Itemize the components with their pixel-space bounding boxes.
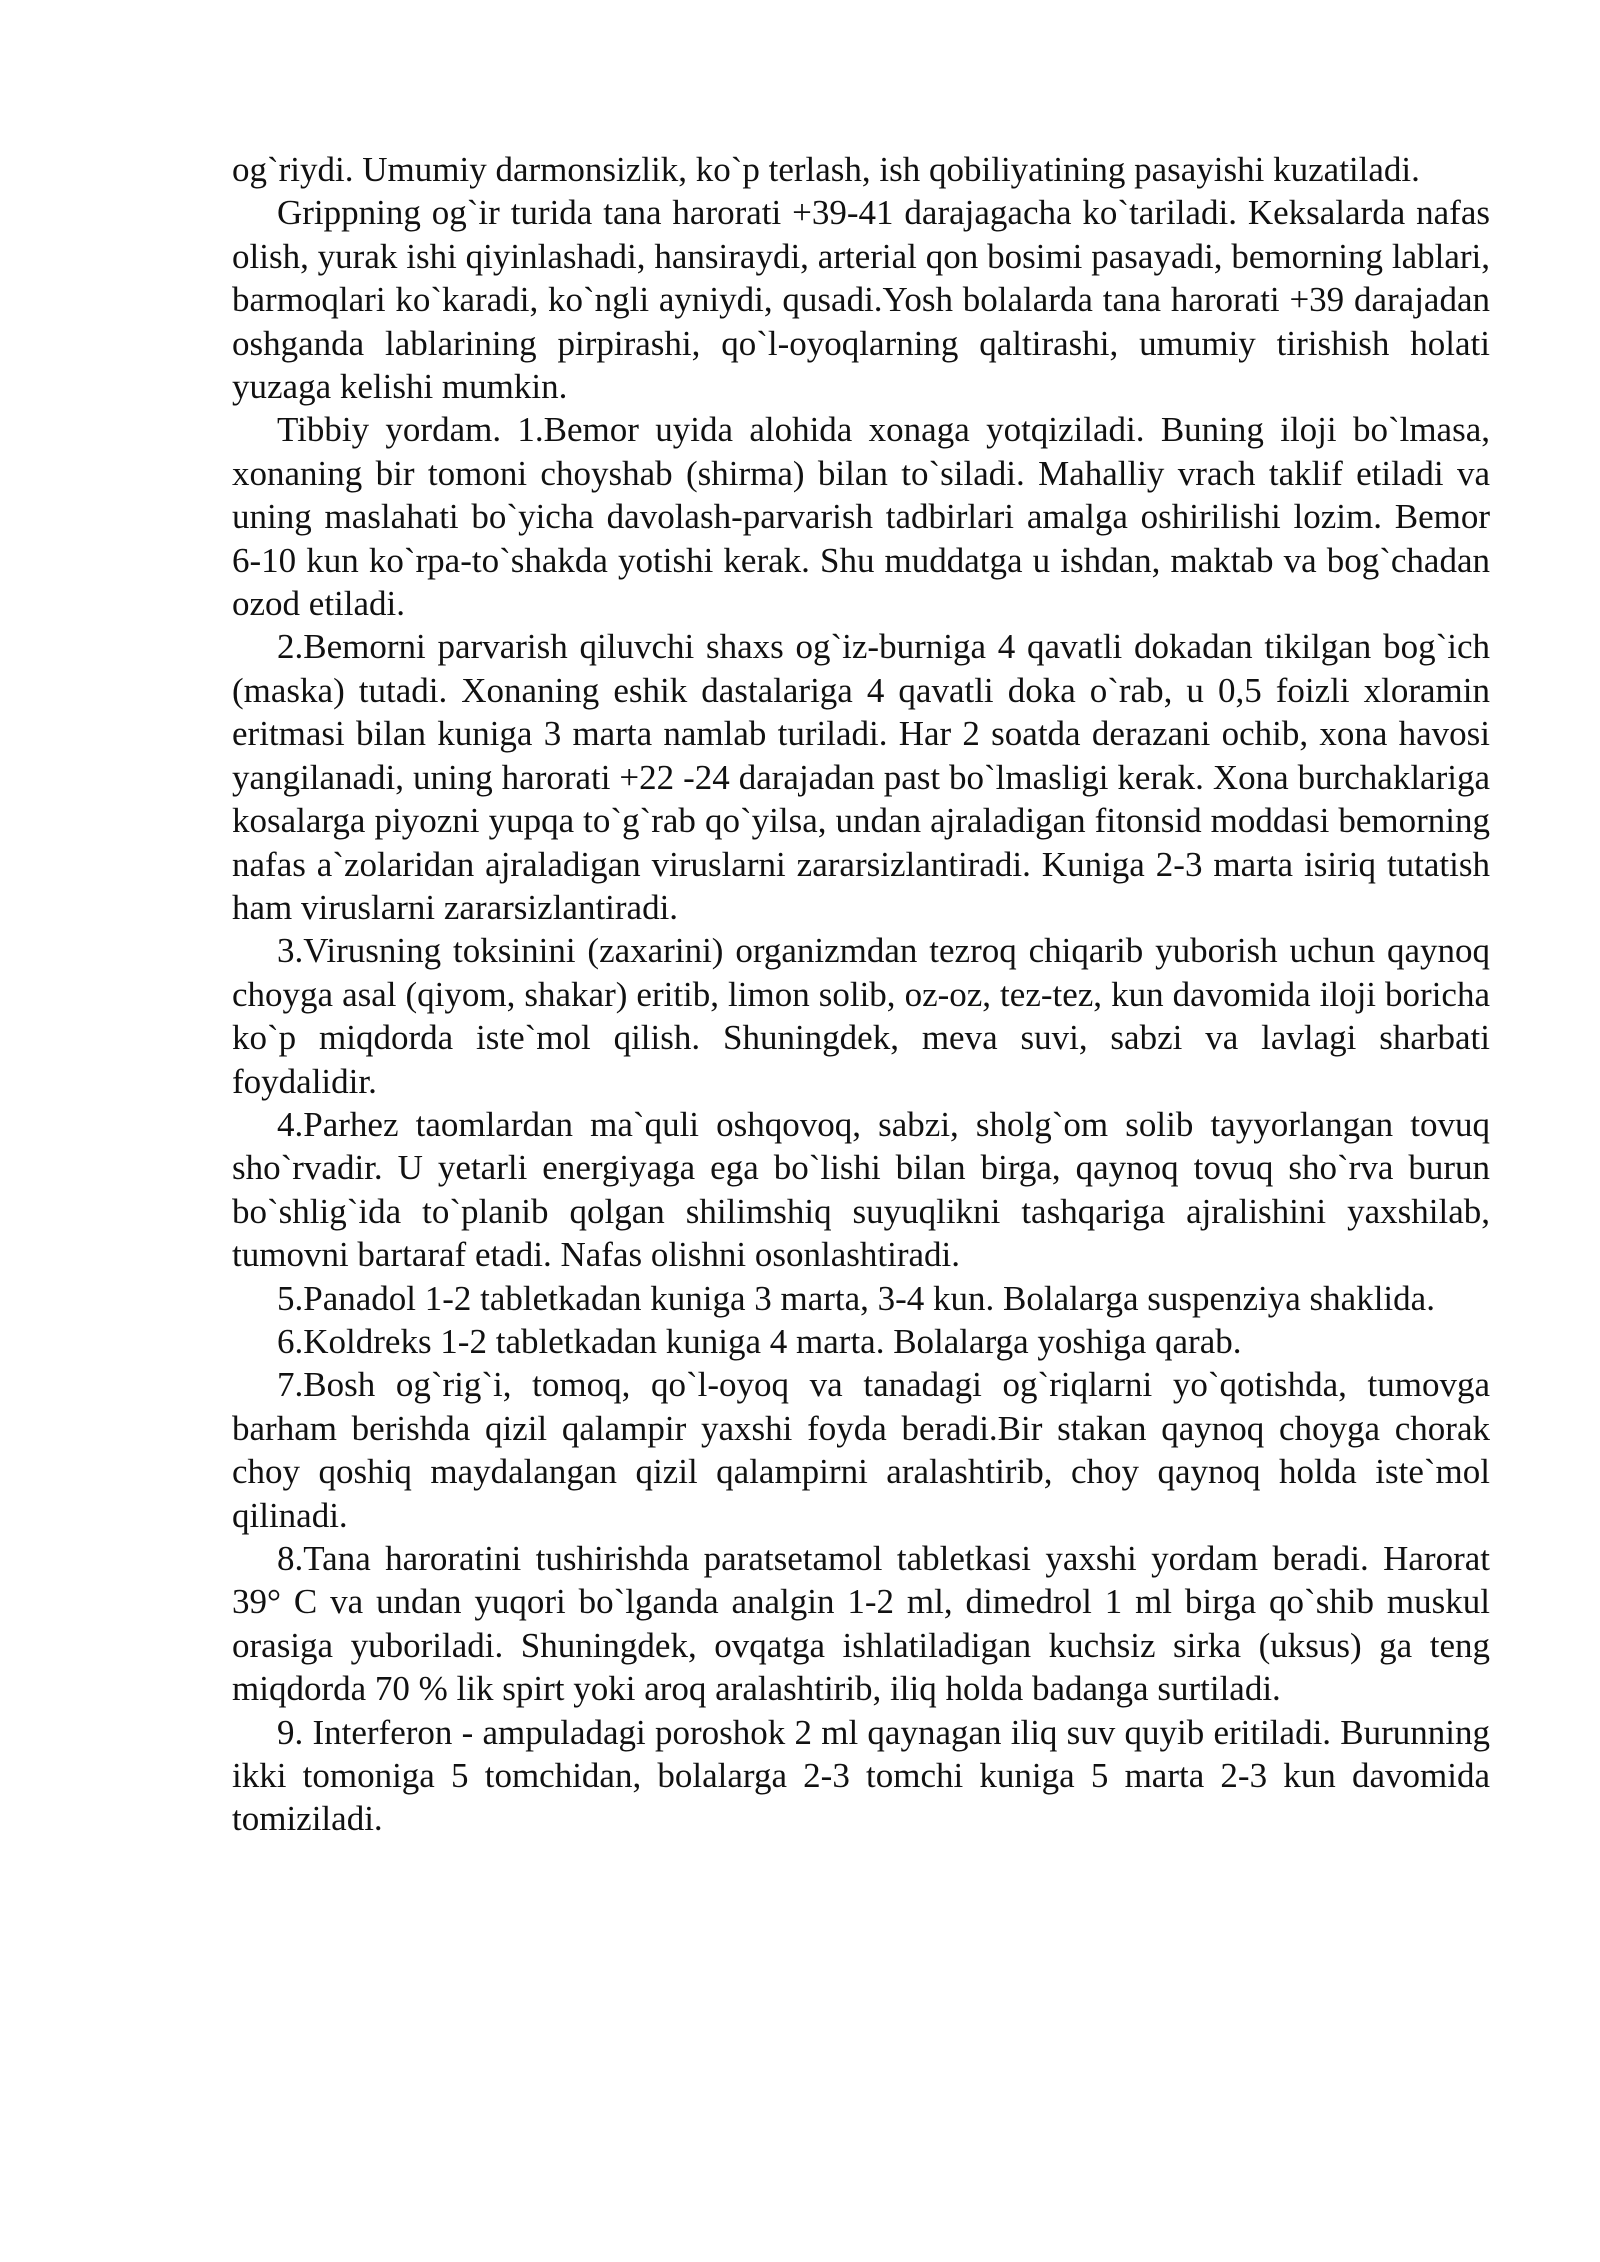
paragraph-item-6: 6.Koldreks 1-2 tabletkadan kuniga 4 marta. Bolalarga yoshiga qarab. — [277, 1321, 1242, 1361]
paragraph-item-2: 2.Bemorni parvarish qiluvchi shaxs og`iz-burniga 4 qavatli dokadan tikilgan bog`ich (maska) tutadi. Xonaning eshik dastalariga 4 qavatli doka o`rab, u 0,5 foizli xloramin eritmasi bilan kuniga 3 marta namlab turiladi. Har 2 soatda derazani ochib, xona havosi yangilanadi, uning harorati +22 -24 darajadan past bo`lmasligi kerak. Xona burchaklariga kosalarga piyozni yupqa to`g`rab qo`yilsa, undan ajraladigan fitonsid moddasi bemorning nafas a`zolaridan ajraladigan viruslarni zararsizlantiradi. Kuniga 2-3 marta isiriq tutatish ham viruslarni zararsizlantiradi. — [232, 627, 1490, 927]
paragraph-medical-help-1: Tibbiy yordam. 1.Bemor uyida alohida xonaga yotqiziladi. Buning iloji bo`lmasa, xonaning bir tomoni choyshab (shirma) bilan to`siladi. Mahalliy vrach taklif etiladi va uning maslahati bo`yicha davolash-parvarish tadbirlari amalga oshirilishi lozim. Bemor 6-10 kun ko`rpa-to`shakda yotishi kerak. Shu muddatga u ishdan, maktab va bog`chadan ozod etiladi. — [232, 410, 1490, 624]
paragraph-item-7: 7.Bosh og`rig`i, tomoq, qo`l-oyoq va tanadagi og`riqlarni yo`qotishda, tumovga barham berishda qizil qalampir yaxshi foyda beradi.Bir stakan qaynoq choyga chorak choy qoshiq maydalangan qizil qalampirni aralashtirib, choy qaynoq holda iste`mol qilinadi. — [232, 1365, 1490, 1535]
paragraph-item-3: 3.Virusning toksinini (zaxarini) organizmdan tezroq chiqarib yuborish uchun qaynoq choyga asal (qiyom, shakar) eritib, limon solib, oz-oz, tez-tez, kun davomida iloji boricha ko`p miqdorda iste`mol qilish. Shuningdek, meva suvi, sabzi va lavlagi sharbati foydalidir. — [232, 931, 1490, 1101]
paragraph-item-8: 8.Tana haroratini tushirishda paratsetamol tabletkasi yaxshi yordam beradi. Harorat 39° C va undan yuqori bo`lganda analgin 1-2 ml, dimedrol 1 ml birga qo`shib muskul orasiga yuboriladi. Shuningdek, ovqatga ishlatiladigan kuchsiz sirka (uksus) ga teng miqdorda 70 % lik spirt yoki aroq aralashtirib, iliq holda badanga surtiladi. — [232, 1539, 1490, 1709]
paragraph-continuation: og`riydi. Umumiy darmonsizlik, ko`p terlash, ish qobiliyatining pasayishi kuzatiladi. — [232, 150, 1420, 189]
document-page — [232, 148, 1490, 1841]
paragraph-severe-flu: Grippning og`ir turida tana harorati +39-41 darajagacha ko`tariladi. Keksalarda nafas olish, yurak ishi qiyinlashadi, hansiraydi, arterial qon bosimi pasayadi, bemorning lablari, barmoqlari ko`karadi, ko`ngli ayniydi, qusadi.Yosh bolalarda tana harorati +39 darajadan oshganda lablarining pirpirashi, qo`l-oyoqlarning qaltirashi, umumiy tirishish holati yuzaga kelishi mumkin. — [232, 193, 1490, 407]
paragraph-item-9: 9. Interferon - ampuladagi poroshok 2 ml qaynagan iliq suv quyib eritiladi. Burunning ikki tomoniga 5 tomchidan, bolalarga 2-3 tomchi kuniga 5 marta 2-3 kun davomida tomiziladi. — [232, 1712, 1490, 1839]
paragraph-item-5: 5.Panadol 1-2 tabletkadan kuniga 3 marta, 3-4 kun. Bolalarga suspenziya shaklida. — [277, 1278, 1435, 1318]
paragraph-item-4: 4.Parhez taomlardan ma`quli oshqovoq, sabzi, sholg`om solib tayyorlangan tovuq sho`rvadir. U yetarli energiyaga ega bo`lishi bilan birga, qaynoq tovuq sho`rva burun bo`shlig`ida to`planib qolgan shilimshiq suyuqlikni tashqariga ajralishini yaxshilab, tumovni bartaraf etadi. Nafas olishni osonlashtiradi. — [232, 1104, 1490, 1275]
